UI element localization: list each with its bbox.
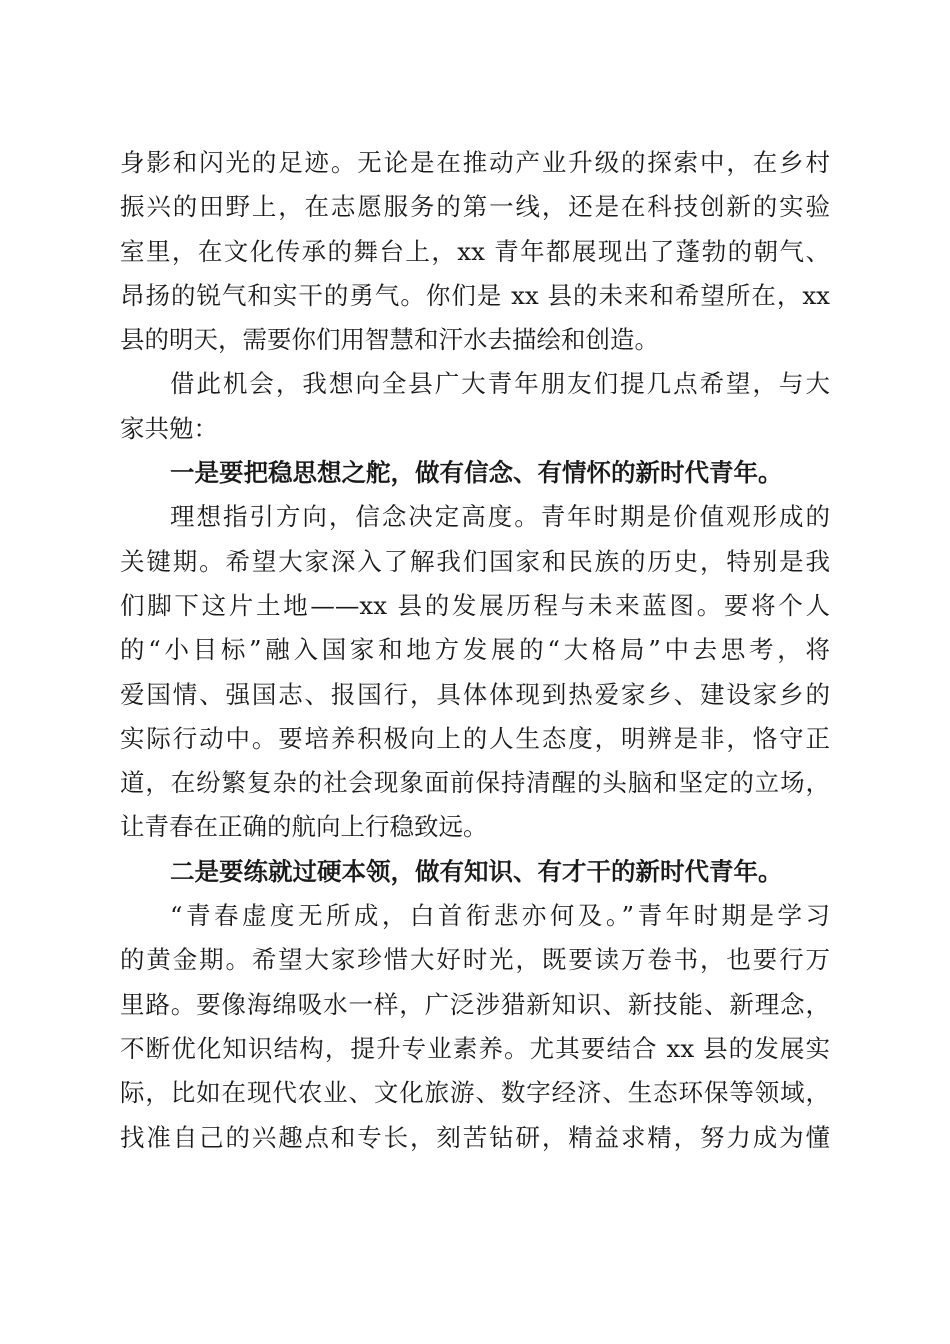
heading-line: 一是要把稳思想之舵，做有信念、有情怀的新时代青年。 [170,458,783,488]
text-line: 让青春在正确的航向上行稳致远。 [120,812,488,842]
paragraph-intro [120,362,830,451]
text-line: 的黄金期。希望大家珍惜大好时光，既要读万卷书，也要行万 [120,945,830,975]
text-line: 振兴的田野上，在志愿服务的第一线，还是在科技创新的实验 [120,192,830,222]
text-line: 县的明天，需要你们用智慧和汗水去描绘和创造。 [120,325,659,355]
paragraph-continuation [120,141,830,362]
document-body [120,141,830,1160]
text-line: 找准自己的兴趣点和专长，刻苦钻研，精益求精，努力成为懂 [120,1122,830,1152]
paragraph-learning [120,894,830,1160]
text-line: 们脚下这片土地——xx 县的发展历程与未来蓝图。要将个人 [120,590,830,620]
text-line: 的“小目标”融入国家和地方发展的“大格局”中去思考，将 [120,635,830,665]
section-heading-one [120,451,830,495]
text-line: 际，比如在现代农业、文化旅游、数字经济、生态环保等领域， [120,1078,830,1108]
text-line: 道，在纷繁复杂的社会现象面前保持清醒的头脑和坚定的立场， [120,768,830,798]
text-line: 理想指引方向，信念决定高度。青年时期是价值观形成的 [170,502,830,532]
text-line: 借此机会，我想向全县广大青年朋友们提几点希望，与大 [170,369,830,399]
text-line: 关键期。希望大家深入了解我们国家和民族的历史，特别是我 [120,546,830,576]
section-heading-two [120,850,830,894]
text-line: 不断优化知识结构，提升专业素养。尤其要结合 xx 县的发展实 [120,1033,830,1063]
text-line: 实际行动中。要培养积极向上的人生态度，明辨是非，恪守正 [120,723,830,753]
heading-line: 二是要练就过硬本领，做有知识、有才干的新时代青年。 [170,856,783,886]
text-line: “青春虚度无所成，白首衔悲亦何及。”青年时期是学习 [170,901,830,931]
text-line: 室里，在文化传承的舞台上，xx 青年都展现出了蓬勃的朝气、 [120,236,830,266]
text-line: 家共勉： [120,413,218,443]
text-line: 里路。要像海绵吸水一样，广泛涉猎新知识、新技能、新理念， [120,989,830,1019]
text-line: 爱国情、强国志、报国行，具体体现到热爱家乡、建设家乡的 [120,679,830,709]
text-line: 身影和闪光的足迹。无论是在推动产业升级的探索中，在乡村 [120,148,830,177]
text-line: 昂扬的锐气和实干的勇气。你们是 xx 县的未来和希望所在，xx [120,280,830,310]
paragraph-ideals [120,495,830,849]
